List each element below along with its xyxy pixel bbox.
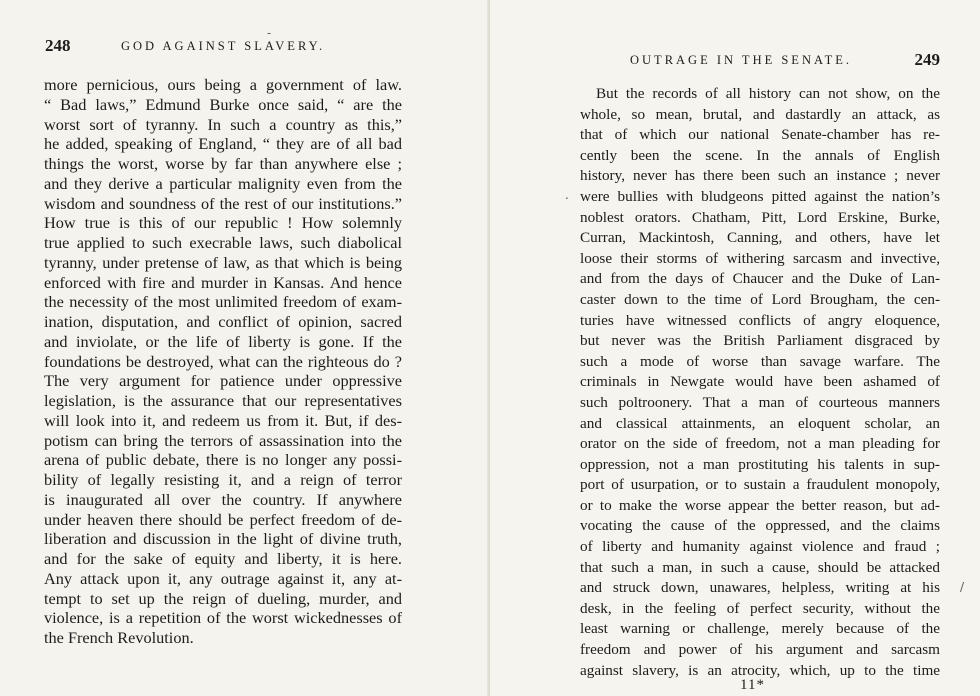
right-page-number: 249	[914, 50, 940, 69]
right-text-line: of liberty and humanity against violence and fraud ;	[580, 538, 940, 556]
right-text-line: cently been the scene. In the annals of English	[580, 146, 940, 164]
left-text-line: “ Bad laws,” Edmund Burke once said, “ are the	[44, 94, 402, 114]
right-text-line: orator on the side of freedom, not a man pleading for	[580, 435, 940, 453]
right-text-line: criminals in Newgate would have been ashamed of	[580, 373, 940, 391]
left-page-number: 248	[45, 36, 71, 55]
left-text-line: things the worst, worse by far than anywhere else ;	[44, 154, 402, 173]
left-running-head: GOD AGAINST SLAVERY.	[121, 39, 326, 53]
print-speck: -	[267, 26, 272, 40]
left-page-text	[44, 75, 402, 648]
right-text-line: history, never has there been such an instance ; never	[580, 167, 940, 185]
print-speck: /	[960, 580, 965, 594]
left-text-line: Any attack upon it, any outrage against it, any at-	[44, 568, 402, 588]
left-text-line: tyranny, under pretense of law, as that which is being	[44, 252, 402, 272]
left-text-line: The very argument for patience under oppressive	[44, 371, 402, 391]
right-text-line: Curran, Mackintosh, Canning, and others, have let	[580, 229, 940, 247]
right-text-line: that of which our national Senate-chamber has re-	[580, 126, 940, 144]
right-text-line: turies have witnessed conflicts of angry eloquence,	[580, 311, 940, 329]
left-text-line: tempt to set up the reign of dueling, murder, and	[44, 588, 402, 608]
right-text-line: whole, so mean, brutal, and dastardly an attack, as	[580, 105, 940, 123]
left-text-line: will look into it, and redeem us from it. But, if des-	[44, 410, 402, 430]
left-text-line: the French Revolution.	[44, 628, 194, 647]
left-text-line: ination, disputation, and conflict of opinion, sacred	[44, 312, 402, 331]
right-text-line: and struck down, unawares, helpless, writing at his	[580, 579, 940, 597]
left-text-line: and for the sake of equity and liberty, it is here.	[44, 549, 402, 568]
right-running-head: OUTRAGE IN THE SENATE.	[630, 53, 853, 67]
right-text-line: But the records of all history can not show, on the	[596, 85, 940, 102]
left-text-line: he added, speaking of England, “ they are of all bad	[44, 134, 402, 154]
right-text-line: vocating the cause of the oppressed, and the claims	[580, 517, 940, 535]
right-text-line: were bullies with bludgeons pitted against the nation’s	[580, 187, 940, 205]
left-text-line: legislation, is the assurance that our representatives	[44, 391, 402, 410]
left-text-line: worst sort of tyranny. In such a country as this,”	[44, 114, 402, 134]
right-text-line: or to make the worse appear the better reason, but ad-	[580, 496, 940, 514]
left-text-line: and inviolate, or the life of liberty is gone. If the	[44, 331, 402, 351]
left-text-line: liberation and discussion in the light of divine truth,	[44, 529, 402, 549]
right-text-line: freedom and power of his argument and sarcasm	[580, 641, 940, 659]
print-speck: .	[565, 188, 569, 202]
right-text-line: desk, in the feeling of perfect security, without the	[580, 599, 940, 617]
left-text-line: enforced with fire and murder in Kansas. And hence	[44, 272, 402, 292]
right-text-line: such poltroonery. That a man of courteous manners	[580, 393, 940, 411]
left-text-line: bility of legally resisting it, and a reign of terror	[44, 470, 402, 489]
right-text-line: and classical attainments, an eloquent scholar, an	[580, 414, 940, 432]
left-text-line: arena of public debate, there is no longer any possi-	[44, 450, 402, 470]
right-text-line: oppression, not a man prostituting his talents in sup-	[580, 455, 940, 473]
printer-signature-mark: 11*	[740, 677, 765, 693]
left-text-line: is inaugurated all over the country. If anywhere	[44, 489, 402, 509]
left-text-line: the necessity of the most unlimited freedom of exam-	[44, 292, 402, 312]
left-text-line: under heaven there should be perfect freedom of de-	[44, 509, 402, 529]
right-text-line: and from the days of Chaucer and the Duke of Lan-	[580, 270, 940, 288]
left-text-line: more pernicious, ours being a government of law.	[44, 75, 402, 94]
right-text-line: least warning or challenge, merely because of the	[580, 620, 940, 638]
right-text-line: loose their storms of withering sarcasm and invective,	[580, 249, 940, 267]
right-text-line: port of usurpation, or to sustain a fraudulent monopoly,	[580, 476, 940, 494]
left-text-line: foundations be destroyed, what can the righteous do ?	[44, 351, 402, 371]
left-text-line: potism can bring the terrors of assassination into the	[44, 430, 402, 450]
left-text-line: and they derive a particular malignity even from the	[44, 173, 402, 193]
left-text-line: wisdom and soundness of the rest of our institutions.”	[44, 193, 402, 213]
right-page-text	[580, 84, 940, 681]
left-text-line: How true is this of our republic ! How solemnly	[44, 213, 402, 233]
right-page	[490, 0, 980, 696]
right-text-line: but never was the British Parliament disgraced by	[580, 332, 940, 350]
left-text-line: true applied to such execrable laws, such diabolical	[44, 233, 402, 252]
right-text-line: caster down to the time of Lord Brougham, the cen-	[580, 290, 940, 308]
right-text-line: such a mode of worse than savage warfare. The	[580, 352, 940, 370]
right-text-line: that such a man, in such a cause, should be attacked	[580, 558, 940, 576]
right-text-line: noblest orators. Chatham, Pitt, Lord Erskine, Burke,	[580, 208, 940, 226]
left-text-line: violence, is a repetition of the worst wickednesses of	[44, 608, 402, 628]
right-text-line: against slavery, is an atrocity, which, up to the time	[580, 661, 940, 679]
